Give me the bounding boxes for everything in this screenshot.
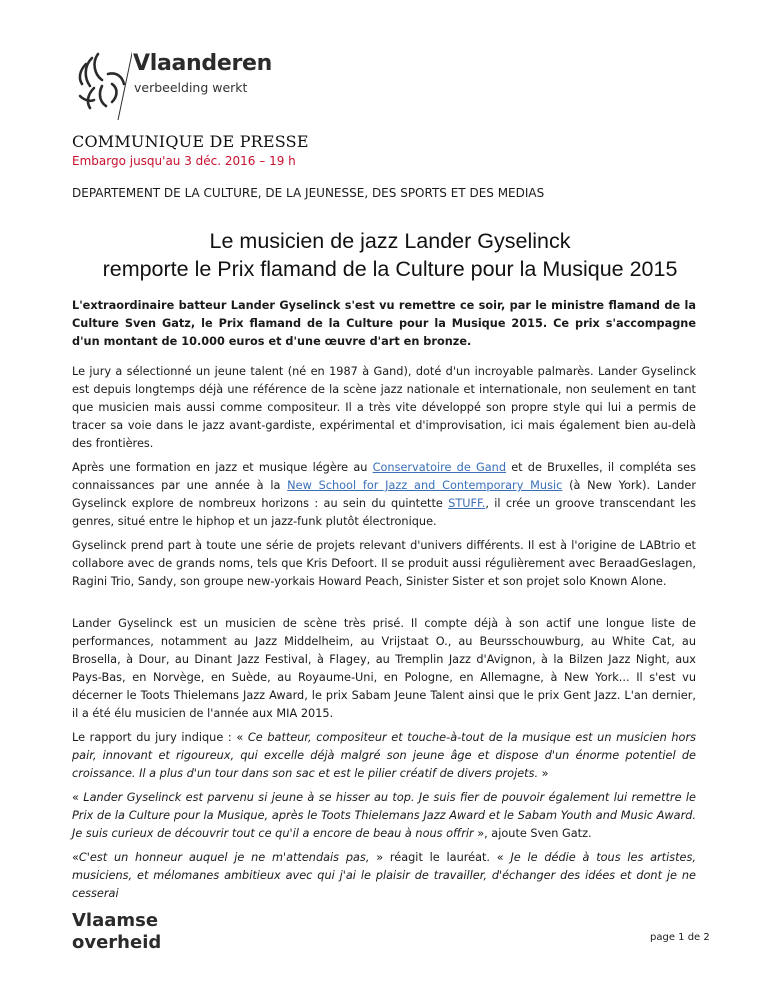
- laureate-quote-1: C'est un honneur auquel je ne m'attendais pas,: [78, 851, 370, 864]
- logo-tagline: verbeelding werkt: [134, 80, 248, 95]
- footer-logo-line-2: overheid: [72, 932, 162, 953]
- paragraph-education: [72, 459, 696, 531]
- paragraph-text: et de Bruxelles, il compléta ses connaissances par une année à la: [72, 461, 696, 492]
- flemish-lion-icon: [72, 44, 132, 120]
- paragraph-text: » réagit le lauréat. «: [369, 851, 511, 864]
- paragraph-text: , il crée un groove transcendant les genres, situé entre le hiphop et un jazz-funk plutôt électronique.: [72, 497, 696, 528]
- paragraph-text: Le rapport du jury indique : «: [72, 731, 248, 744]
- footer-logo-line-1: Vlaamse: [72, 910, 159, 931]
- vlaanderen-logo: [72, 44, 312, 120]
- vlaamse-overheid-logo: [72, 910, 161, 954]
- embargo-notice: Embargo jusqu'au 3 déc. 2016 – 19 h: [72, 154, 296, 168]
- lead-paragraph: L'extraordinaire batteur Lander Gyselinck s'est vu remettre ce soir, par le ministre flamand de la Culture Sven Gatz, le Prix flamand de la Culture pour la Musique 2015. Ce prix s'accompagne d'un montant de 10.000 euros et d'une œuvre d'art en bronze.: [72, 299, 696, 348]
- paragraph-minister-quote: [72, 789, 696, 843]
- laureate-quote-2: Je le dédie à tous les artistes, musiciens, et mélomanes ambitieux avec qui j'ai le plaisir de travailler, d'échanger des idées et dont je ne cesserai: [72, 851, 696, 900]
- paragraph-laureate-quote: [72, 849, 696, 903]
- department-name: DEPARTEMENT DE LA CULTURE, DE LA JEUNESSE, DES SPORTS ET DES MEDIAS: [72, 186, 545, 200]
- paragraph-text: «: [72, 851, 79, 864]
- link-conservatoire-gand[interactable]: Conservatoire de Gand: [372, 461, 507, 474]
- paragraph-text: (à New York). Lander Gyselinck explore de nombreux horizons : au sein du quintette: [72, 479, 696, 510]
- paragraph-text: «: [72, 791, 84, 804]
- paragraph-text: », ajoute Sven Gatz.: [473, 827, 592, 840]
- paragraph-jury-selection: Le jury a sélectionné un jeune talent (né en 1987 à Gand), doté d'un incroyable palmarès. Lander Gyselinck est depuis longtemps déjà une référence de la scène jazz nationale et internationale, non seulement en tant que musicien mais aussi comme compositeur. Il a très vite développé son propre style qui lui a permis de tracer sa voie dans le jazz avant-gardiste, expérimental et d'improvisation, ici mais également bien au-delà des frontières.: [72, 365, 696, 450]
- logo-wordmark: Vlaanderen: [133, 51, 273, 76]
- paragraph-text: »: [538, 767, 549, 780]
- headline-line-1: Le musicien de jazz Lander Gyselinck: [209, 229, 571, 253]
- headline-line-2: remporte le Prix flamand de la Culture pour la Musique 2015: [102, 257, 678, 281]
- minister-quote: Lander Gyselinck est parvenu si jeune à se hisser au top. Je suis fier de pouvoir également lui remettre le Prix de la Culture pour la Musique, après le Toots Thielemans Jazz Award et le Sabam Youth and Music Award. Je suis curieux de découvrir tout ce qu'il a encore de beau à nous offrir: [72, 791, 696, 840]
- link-stuff[interactable]: STUFF.: [448, 497, 486, 510]
- link-new-school-jazz[interactable]: New School for Jazz and Contemporary Music: [287, 479, 563, 492]
- paragraph-text: Après une formation en jazz et musique légère au: [72, 461, 373, 474]
- paragraph-projects: Gyselinck prend part à toute une série de projets relevant d'univers différents. Il est à l'origine de LABtrio et collabore avec de grands noms, tels que Kris Defoort. Il se produit aussi régulièrement avec BeraadGeslagen, Ragini Trio, Sandy, son groupe new-yorkais Howard Peach, Sinister Sister et son projet solo Known Alone.: [72, 539, 696, 588]
- paragraph-performances: Lander Gyselinck est un musicien de scène très prisé. Il compte déjà à son actif une longue liste de performances, notamment au Jazz Middelheim, au Vrijstaat O., au Beursschouwburg, au White Cat, au Brosella, à Dour, au Dinant Jazz Festival, à Flagey, au Tremplin Jazz d'Avignon, à la Bilzen Jazz Night, aux Pays-Bas, en Norvège, en Suède, au Royaume-Uni, en Pologne, en Allemagne, à New York... Il s'est vu décerner le Toots Thielemans Jazz Award, le prix Sabam Jeune Talent ainsi que le prix Gent Jazz. L'an dernier, il a été élu musicien de l'année aux MIA 2015.: [72, 617, 696, 720]
- paragraph-jury-report: [72, 729, 696, 783]
- jury-quote: Ce batteur, compositeur et touche-à-tout de la musique est un musicien hors pair, innovant et rigoureux, qui excelle déjà malgré son jeune âge et dispose d'un énorme potentiel de croissance. Il a plus d'un tour dans son sac et est le pilier créatif de divers projets.: [72, 731, 696, 780]
- page-number: page 1 de 2: [650, 932, 710, 943]
- release-type-heading: COMMUNIQUE DE PRESSE: [72, 132, 309, 151]
